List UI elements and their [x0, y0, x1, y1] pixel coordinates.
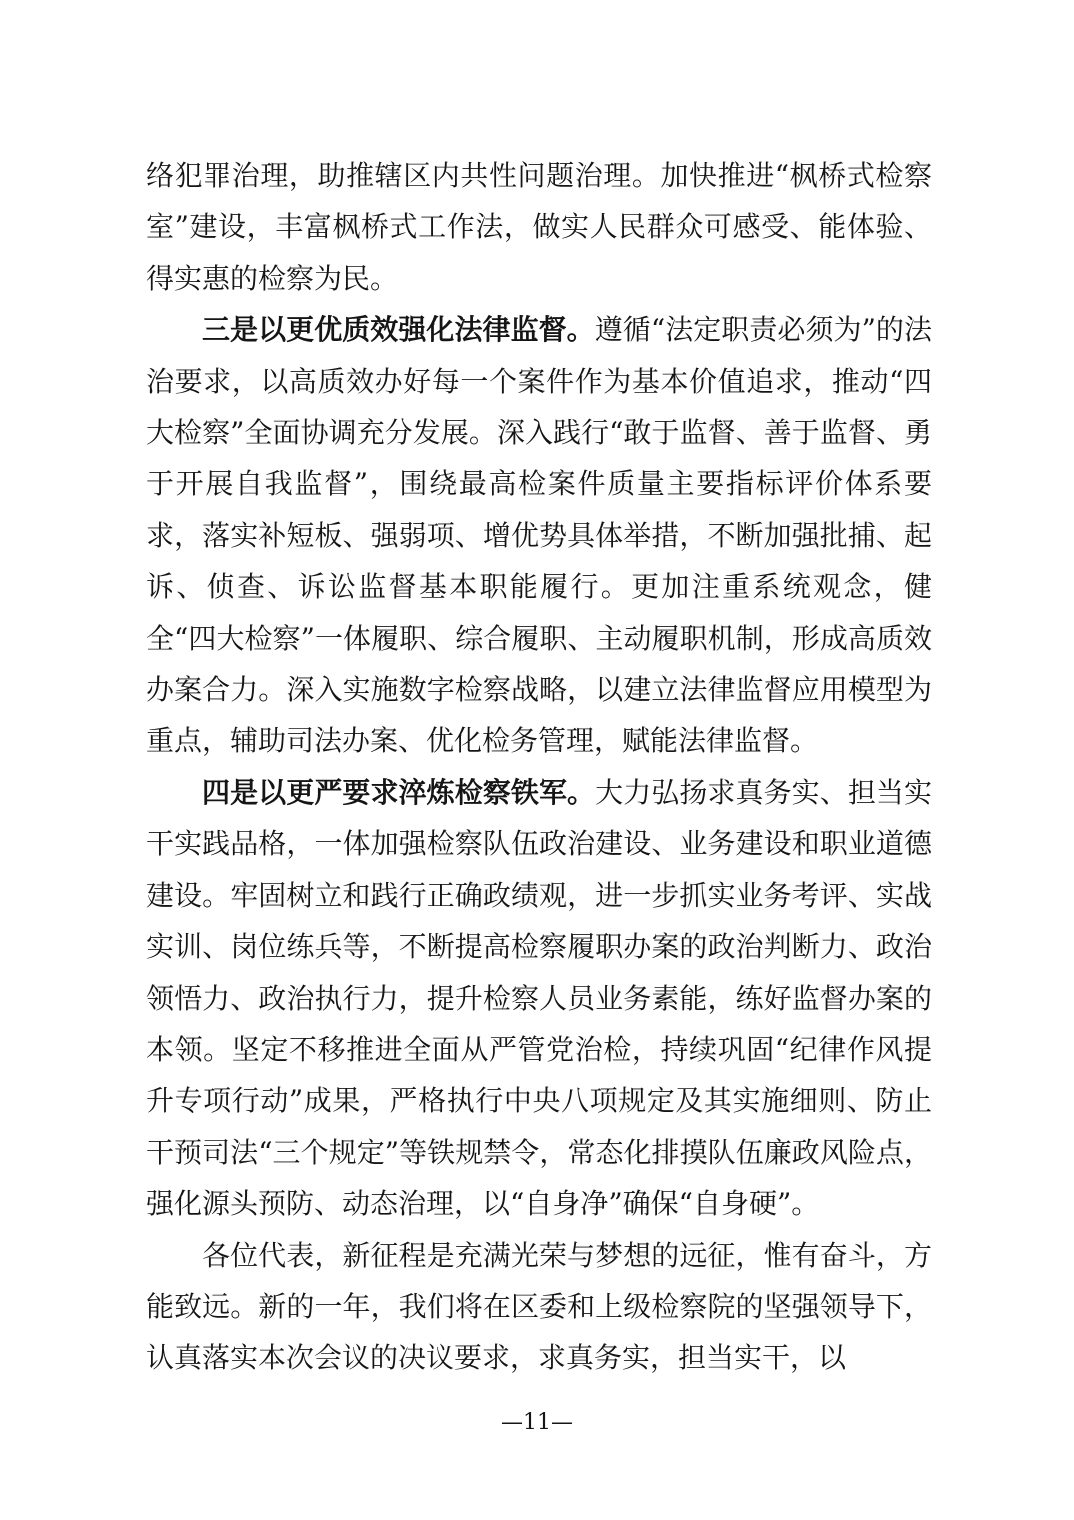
paragraph-continuation	[146, 150, 932, 304]
paragraph-text: 各位代表，新征程是充满光荣与梦想的远征，惟有奋斗，方能致远。新的一年，我们将在区委和上级检察院的坚强领导下，认真落实本次会议的决议要求，求真务实，担当实干，以	[146, 1238, 932, 1375]
paragraph-item-three	[146, 304, 932, 767]
page-number: —11—	[501, 1410, 573, 1435]
paragraph-heading: 三是以更优质效强化法律监督。	[202, 313, 595, 347]
paragraph-text: 大力弘扬求真务实、担当实干实践品格，一体加强检察队伍政治建设、业务建设和职业道德建设。牢固树立和践行正确政绩观，进一步抓实业务考评、实战实训、岗位练兵等，不断提高检察履职办案的政治判断力、政治领悟力、政治执行力，提升检察人员业务素能，练好监督办案的本领。坚定不移推进全面从严管党治检，持续巩固“纪律作风提升专项行动”成果，严格执行中央八项规定及其实施细则、防止干预司法“三个规定”等铁规禁令，常态化排摸队伍廉政风险点，强化源头预防、动态治理，以“自身净”确保“自身硬”。	[146, 775, 932, 1221]
document-body	[146, 150, 932, 1384]
paragraph-text: 络犯罪治理，助推辖区内共性问题治理。加快推进“枫桥式检察室”建设，丰富枫桥式工作法，做实人民群众可感受、能体验、得实惠的检察为民。	[146, 159, 932, 295]
paragraph-text: 遵循“法定职责必须为”的法治要求，以高质效办好每一个案件作为基本价值追求，推动“四大检察”全面协调充分发展。深入践行“敢于监督、善于监督、勇于开展自我监督”，围绕最高检案件质量主要指标评价体系要求，落实补短板、强弱项、增优势具体举措，不断加强批捕、起诉、侦查、诉讼监督基本职能履行。更加注重系统观念，健全“四大检察”一体履职、综合履职、主动履职机制，形成高质效办案合力。深入实施数字检察战略，以建立法律监督应用模型为重点，辅助司法办案、优化检务管理，赋能法律监督。	[146, 313, 932, 758]
paragraph-closing	[146, 1230, 932, 1384]
paragraph-heading: 四是以更严要求淬炼检察铁军。	[202, 775, 596, 809]
paragraph-item-four	[146, 767, 932, 1230]
